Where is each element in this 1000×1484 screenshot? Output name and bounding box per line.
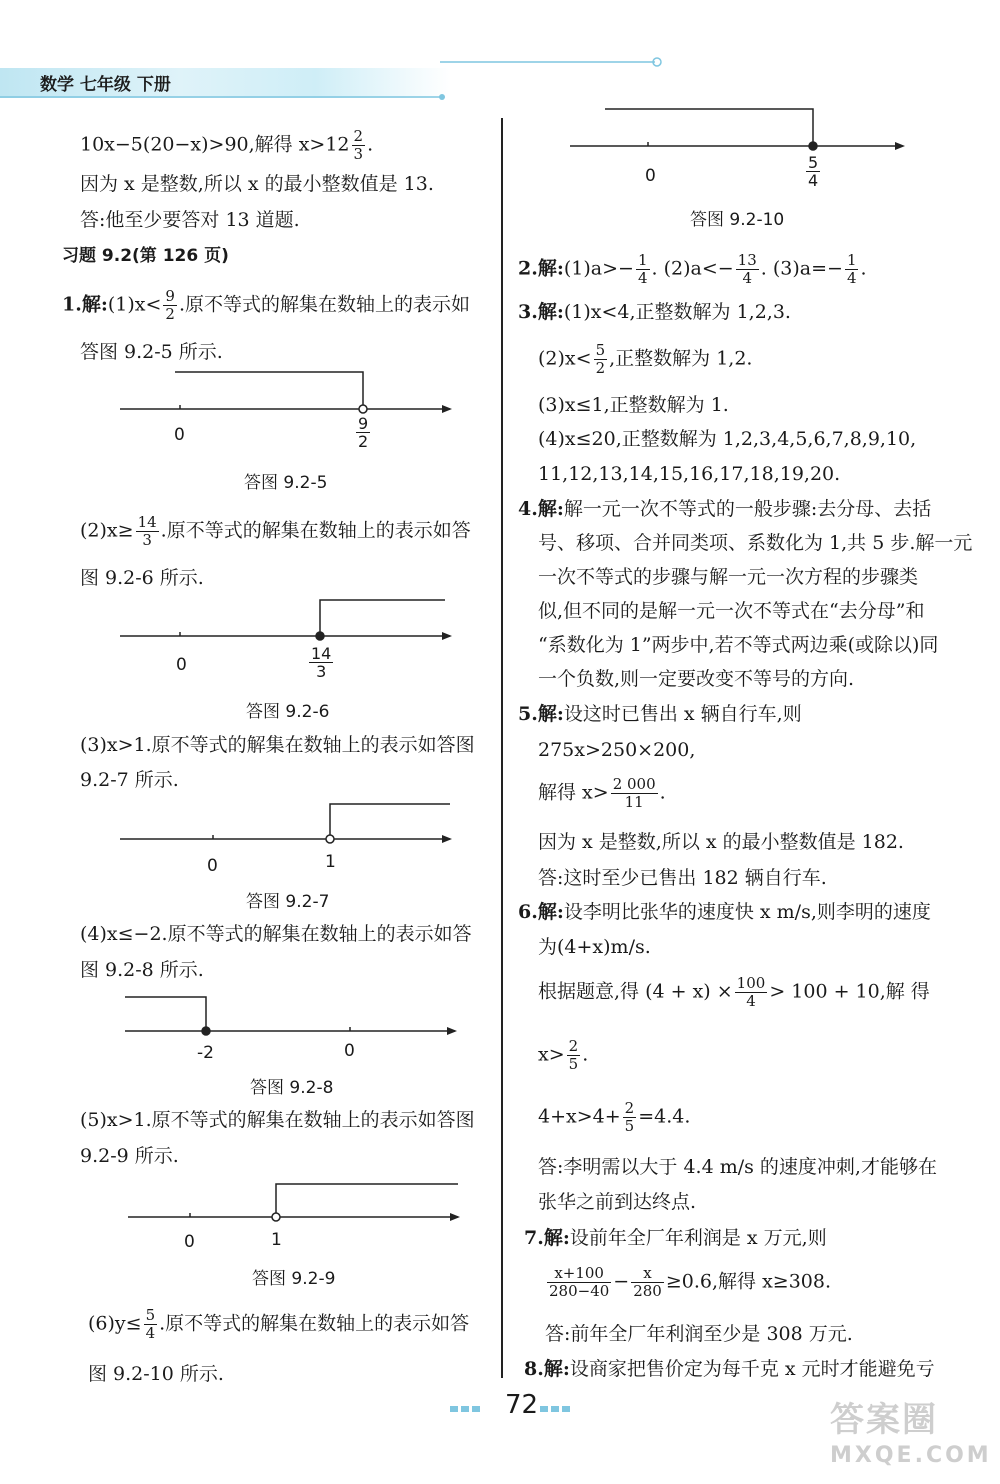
- q3-line2: 9.2-7 所示.: [80, 769, 179, 791]
- axis-mark: 1: [271, 1230, 282, 1250]
- q4-line2: 图 9.2-8 所示.: [80, 959, 204, 981]
- a3-line5: 11,12,13,14,15,16,17,18,19,20.: [538, 463, 841, 485]
- a2-end: .: [860, 257, 867, 280]
- q2-text-a: (2)x≥: [80, 519, 134, 542]
- a5-text3: 解得 x>: [538, 781, 609, 804]
- q3-line: (3)x>1.原不等式的解集在数轴上的表示如答图: [80, 734, 475, 756]
- axis-zero: 0: [184, 1232, 195, 1252]
- a7-text1: 设前年全厂年利润是 x 万元,则: [569, 1227, 827, 1249]
- a5-line1: [518, 702, 802, 726]
- a4-line4: 似,但不同的是解一元一次不等式在“去分母”和: [538, 600, 925, 622]
- item-number: 3.解:: [518, 301, 564, 323]
- q6-line: [88, 1307, 469, 1342]
- fraction: $\frac{13}{4}$: [737, 251, 757, 287]
- q1-text-a: (1)x<: [107, 293, 162, 316]
- a5-line5: 答:这时至少已售出 182 辆自行车.: [538, 867, 827, 889]
- a6-line1: [518, 900, 931, 924]
- q2-line2: 图 9.2-6 所示.: [80, 567, 204, 589]
- a4-line1: [518, 497, 931, 521]
- a2-line: [518, 252, 867, 287]
- figure-caption: 答图 9.2-10: [690, 210, 785, 230]
- q1-line2: 答图 9.2-5 所示.: [80, 341, 223, 363]
- a5-text1: 设这时已售出 x 辆自行车,则: [563, 703, 802, 725]
- fraction: $\frac{5}{4}$: [145, 1306, 156, 1342]
- a5-line3: [538, 776, 666, 811]
- a6-text5b: =4.4.: [638, 1105, 691, 1128]
- fraction: $\frac{2}{5}$: [624, 1099, 635, 1135]
- fraction: $\frac{2}{5}$: [568, 1037, 579, 1073]
- a3-text2b: ,正整数解为 1,2.: [609, 347, 753, 370]
- a4-line3: 一次不等式的步骤与解一元一次方程的步骤类: [538, 566, 919, 588]
- section-heading: 习题 9.2(第 126 页): [62, 246, 229, 266]
- item-number: 7.解:: [524, 1227, 570, 1249]
- a7-line1: [524, 1226, 827, 1250]
- item-number: 2.解:: [518, 257, 564, 280]
- fraction: $\frac{2 000}{11}$: [612, 775, 656, 811]
- fraction: $\frac{2}{3}$: [353, 127, 364, 163]
- a3-line4: (4)x≤20,正整数解为 1,2,3,4,5,6,7,8,9,10,: [538, 428, 917, 450]
- a4-line2: 号、移项、合并同类项、系数化为 1,共 5 步.解一元: [538, 532, 973, 554]
- axis-zero: 0: [176, 655, 187, 675]
- figure-caption: 答图 9.2-7: [246, 892, 330, 912]
- number-line-fig5: [110, 365, 470, 425]
- a7-text2b: ≥0.6,解得 x≥308.: [665, 1270, 832, 1293]
- eq-text: 10x−5(20−x)>90,解得 x>12: [80, 133, 350, 156]
- a6-line2: 为(4+x)m/s.: [538, 936, 651, 958]
- a6-line5: [538, 1100, 690, 1135]
- item-number: 6.解:: [518, 901, 564, 923]
- item-number: 4.解:: [518, 498, 564, 520]
- q2-text-b: .原不等式的解集在数轴上的表示如答: [160, 519, 471, 542]
- axis-zero: 0: [344, 1041, 355, 1061]
- a6-line7: 张华之前到达终点.: [538, 1191, 697, 1213]
- a4-line6: 一个负数,则一定要改变不等号的方向.: [538, 668, 855, 690]
- axis-zero: 0: [174, 425, 185, 445]
- a3-line2: [538, 342, 752, 377]
- a3-line1: [518, 300, 791, 324]
- a4-line5: “系数化为 1”两步中,若不等式两边乘(或除以)同: [538, 634, 939, 656]
- line-eq: 10x−5(20−x)>90,解得 x>12 $\frac{2}{3}$ .: [80, 127, 374, 163]
- q5-line: (5)x>1.原不等式的解集在数轴上的表示如答图: [80, 1109, 475, 1131]
- q1-text-b: .原不等式的解集在数轴上的表示如: [178, 293, 471, 316]
- number-line-fig9: [118, 1180, 478, 1230]
- q1-line: [62, 288, 470, 323]
- number-line-fig6: [110, 595, 470, 645]
- line-text: 因为 x 是整数,所以 x 的最小整数值是 13.: [80, 173, 434, 195]
- a8-text1: 设商家把售价定为每千克 x 元时才能避免亏: [569, 1358, 935, 1380]
- a6-line4: [538, 1038, 588, 1073]
- a2-part2: . (2)a<−: [651, 257, 734, 280]
- axis-mark: -2: [197, 1043, 214, 1063]
- q4-line: (4)x≤−2.原不等式的解集在数轴上的表示如答: [80, 923, 472, 945]
- q6-line2: 图 9.2-10 所示.: [88, 1363, 224, 1385]
- a7-line2: [545, 1265, 831, 1300]
- figure-caption: 答图 9.2-9: [252, 1269, 336, 1289]
- axis-mark: $\frac{14}{3}$: [311, 644, 332, 681]
- q6-text-b: .原不等式的解集在数轴上的表示如答: [159, 1312, 470, 1335]
- a6-text3b: > 100 + 10,解 得: [769, 980, 930, 1003]
- a2-part1: (1)a>−: [563, 257, 634, 280]
- axis-zero: 0: [645, 166, 656, 186]
- figure-caption: 答图 9.2-8: [250, 1078, 334, 1098]
- a6-text1: 设李明比张华的速度快 x m/s,则李明的速度: [563, 901, 931, 923]
- fraction: $\frac{1}{4}$: [846, 251, 857, 287]
- a6-text4a: x>: [538, 1043, 565, 1066]
- a3-text1: (1)x<4,正整数解为 1,2,3.: [563, 301, 791, 323]
- a7-line3: 答:前年全厂年利润至少是 308 万元.: [545, 1323, 853, 1345]
- fraction: $\frac{9}{2}$: [165, 287, 175, 323]
- axis-mark: $\frac{9}{2}$: [358, 414, 369, 451]
- axis-mark: 1: [325, 852, 336, 872]
- item-number: 5.解:: [518, 703, 564, 725]
- a2-part3: . (3)a=−: [760, 257, 843, 280]
- figure-caption: 答图 9.2-5: [244, 473, 328, 493]
- item-number: 1.解:: [62, 293, 108, 316]
- fraction: $\frac{100}{4}$: [736, 974, 766, 1010]
- a5-end: .: [659, 781, 666, 804]
- a5-line2: 275x>250×200,: [538, 739, 696, 761]
- fraction: $\frac{14}{3}$: [137, 513, 157, 549]
- q5-line2: 9.2-9 所示.: [80, 1145, 179, 1167]
- header-title: 数学 七年级 下册: [40, 75, 171, 95]
- page-number: 72: [505, 1390, 539, 1420]
- a6-text5a: 4+x>4+: [538, 1105, 621, 1128]
- a3-text2a: (2)x<: [538, 347, 592, 370]
- item-number: 8.解:: [524, 1358, 570, 1380]
- a3-line3: (3)x≤1,正整数解为 1.: [538, 394, 729, 416]
- line-answer: 答:他至少要答对 13 道题.: [80, 209, 300, 231]
- a8-line1: [524, 1357, 935, 1381]
- fraction: $\frac{1}{4}$: [637, 251, 648, 287]
- column-divider: [501, 118, 503, 1378]
- axis-zero: 0: [207, 856, 218, 876]
- fraction: $\frac{x+100}{280-40}$: [549, 1264, 610, 1300]
- q6-text-a: (6)y≤: [88, 1312, 142, 1335]
- q2-line: [80, 514, 471, 549]
- number-line-fig7: [110, 800, 470, 850]
- a6-line6: 答:李明需以大于 4.4 m/s 的速度冲刺,才能够在: [538, 1156, 937, 1178]
- fraction: $\frac{5}{2}$: [595, 341, 606, 377]
- a5-line4: 因为 x 是整数,所以 x 的最小整数值是 182.: [538, 831, 904, 853]
- number-line-fig10: [565, 104, 925, 154]
- fraction: $\frac{x}{280}$: [633, 1264, 662, 1300]
- a6-text4b: .: [582, 1043, 589, 1066]
- number-line-fig8: [115, 993, 475, 1043]
- figure-caption: 答图 9.2-6: [246, 702, 330, 722]
- watermark-logo: 答案圈 MXQE.COM: [830, 1400, 992, 1468]
- a4-text1: 解一元一次不等式的一般步骤:去分母、去括: [563, 498, 932, 520]
- a6-text3a: 根据题意,得 (4 + x) ×: [538, 980, 733, 1003]
- axis-mark: $\frac{5}{4}$: [808, 153, 819, 190]
- a6-line3: [538, 975, 930, 1010]
- minus-sign: −: [613, 1270, 630, 1293]
